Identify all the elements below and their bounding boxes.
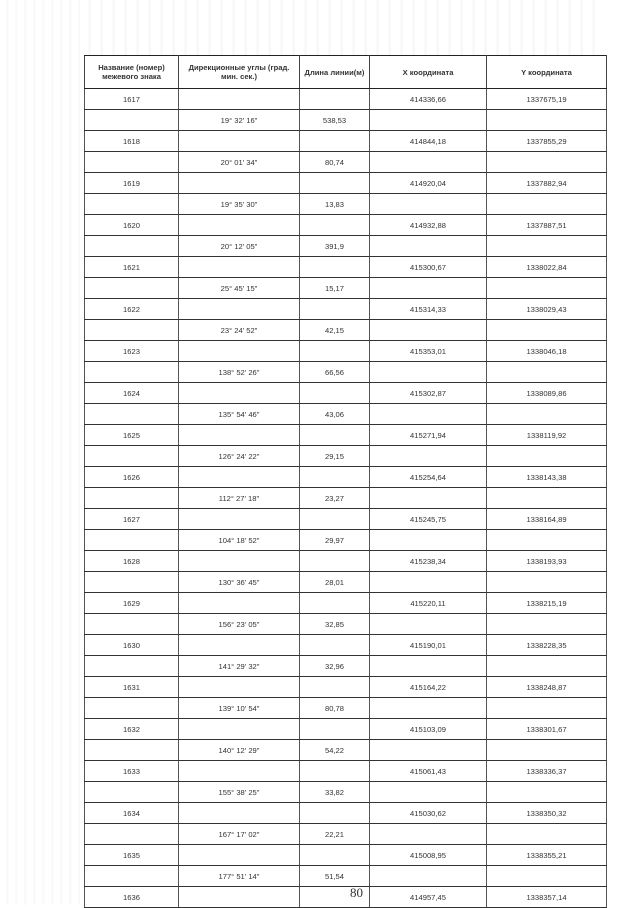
- cell-marker-name: 1632: [85, 719, 179, 740]
- table-row: [85, 194, 607, 215]
- table-row: [85, 845, 607, 866]
- cell-direction-angle: 155° 38' 25": [179, 782, 300, 803]
- table-row: [85, 719, 607, 740]
- cell-x-coordinate: [370, 278, 487, 299]
- cell-direction-angle: 20° 01' 34": [179, 152, 300, 173]
- cell-direction-angle: 141° 29' 32": [179, 656, 300, 677]
- cell-direction-angle: [179, 173, 300, 194]
- cell-marker-name: 1617: [85, 89, 179, 110]
- table-row: [85, 593, 607, 614]
- cell-y-coordinate: 1337882,94: [487, 173, 607, 194]
- cell-y-coordinate: 1338357,14: [487, 887, 607, 908]
- cell-marker-name: 1618: [85, 131, 179, 152]
- cell-marker-name: [85, 572, 179, 593]
- cell-line-length: [300, 383, 370, 404]
- table-row: [85, 803, 607, 824]
- cell-marker-name: 1629: [85, 593, 179, 614]
- cell-marker-name: 1635: [85, 845, 179, 866]
- cell-direction-angle: [179, 845, 300, 866]
- cell-direction-angle: 135° 54' 46": [179, 404, 300, 425]
- cell-y-coordinate: 1338119,92: [487, 425, 607, 446]
- cell-marker-name: 1627: [85, 509, 179, 530]
- cell-marker-name: [85, 866, 179, 887]
- cell-marker-name: 1622: [85, 299, 179, 320]
- cell-line-length: [300, 467, 370, 488]
- table-row: [85, 341, 607, 362]
- cell-x-coordinate: 415314,33: [370, 299, 487, 320]
- cell-x-coordinate: 414957,45: [370, 887, 487, 908]
- cell-line-length: 42,15: [300, 320, 370, 341]
- table-row: [85, 215, 607, 236]
- cell-x-coordinate: 414920,04: [370, 173, 487, 194]
- cell-line-length: [300, 425, 370, 446]
- cell-y-coordinate: [487, 194, 607, 215]
- cell-x-coordinate: 414932,88: [370, 215, 487, 236]
- cell-y-coordinate: [487, 866, 607, 887]
- header-line-length: Длина линии(м): [300, 56, 370, 89]
- table-row: [85, 131, 607, 152]
- cell-x-coordinate: [370, 614, 487, 635]
- table-row: [85, 467, 607, 488]
- cell-marker-name: [85, 320, 179, 341]
- cell-marker-name: 1623: [85, 341, 179, 362]
- cell-x-coordinate: 415254,64: [370, 467, 487, 488]
- cell-y-coordinate: 1338046,18: [487, 341, 607, 362]
- cell-x-coordinate: [370, 656, 487, 677]
- cell-x-coordinate: [370, 446, 487, 467]
- cell-marker-name: [85, 404, 179, 425]
- cell-x-coordinate: [370, 782, 487, 803]
- cell-line-length: 33,82: [300, 782, 370, 803]
- cell-y-coordinate: 1338089,86: [487, 383, 607, 404]
- cell-direction-angle: [179, 215, 300, 236]
- cell-x-coordinate: 415103,09: [370, 719, 487, 740]
- cell-marker-name: [85, 488, 179, 509]
- cell-direction-angle: [179, 341, 300, 362]
- cell-marker-name: [85, 362, 179, 383]
- cell-marker-name: [85, 614, 179, 635]
- cell-y-coordinate: 1338301,67: [487, 719, 607, 740]
- table-row: [85, 740, 607, 761]
- cell-y-coordinate: [487, 362, 607, 383]
- cell-marker-name: [85, 278, 179, 299]
- cell-x-coordinate: 415353,01: [370, 341, 487, 362]
- scan-noise-left: [0, 0, 80, 905]
- cell-y-coordinate: 1338164,89: [487, 509, 607, 530]
- cell-line-length: [300, 593, 370, 614]
- table-row: [85, 383, 607, 404]
- cell-marker-name: [85, 656, 179, 677]
- cell-y-coordinate: [487, 236, 607, 257]
- cell-direction-angle: [179, 719, 300, 740]
- page-number: 80: [350, 885, 363, 900]
- cell-line-length: 538,53: [300, 110, 370, 131]
- cell-y-coordinate: [487, 824, 607, 845]
- cell-direction-angle: 23° 24' 52": [179, 320, 300, 341]
- cell-y-coordinate: 1337675,19: [487, 89, 607, 110]
- cell-direction-angle: 112° 27' 18": [179, 488, 300, 509]
- cell-direction-angle: [179, 803, 300, 824]
- cell-x-coordinate: [370, 530, 487, 551]
- cell-direction-angle: 25° 45' 15": [179, 278, 300, 299]
- cell-line-length: [300, 173, 370, 194]
- header-y-coordinate: Y координата: [487, 56, 607, 89]
- table-row: [85, 278, 607, 299]
- cell-direction-angle: 126° 24' 22": [179, 446, 300, 467]
- cell-x-coordinate: 414336,66: [370, 89, 487, 110]
- cell-y-coordinate: [487, 320, 607, 341]
- cell-marker-name: 1625: [85, 425, 179, 446]
- cell-x-coordinate: [370, 320, 487, 341]
- cell-line-length: [300, 803, 370, 824]
- table-row: [85, 824, 607, 845]
- cell-marker-name: 1633: [85, 761, 179, 782]
- cell-y-coordinate: [487, 110, 607, 131]
- table-row: [85, 404, 607, 425]
- cell-line-length: 29,15: [300, 446, 370, 467]
- table-row: [85, 698, 607, 719]
- table-row: [85, 572, 607, 593]
- cell-y-coordinate: 1338248,87: [487, 677, 607, 698]
- table-header-row: [85, 56, 607, 89]
- cell-line-length: [300, 257, 370, 278]
- table-row: [85, 509, 607, 530]
- cell-marker-name: [85, 110, 179, 131]
- cell-x-coordinate: [370, 488, 487, 509]
- cell-direction-angle: [179, 551, 300, 572]
- cell-y-coordinate: [487, 530, 607, 551]
- cell-marker-name: 1619: [85, 173, 179, 194]
- table-row: [85, 656, 607, 677]
- cell-direction-angle: 130° 36' 45": [179, 572, 300, 593]
- cell-y-coordinate: 1337855,29: [487, 131, 607, 152]
- cell-marker-name: 1630: [85, 635, 179, 656]
- cell-line-length: 15,17: [300, 278, 370, 299]
- cell-y-coordinate: 1338336,37: [487, 761, 607, 782]
- cell-y-coordinate: [487, 488, 607, 509]
- cell-line-length: 28,01: [300, 572, 370, 593]
- table-row: [85, 425, 607, 446]
- cell-direction-angle: [179, 425, 300, 446]
- coordinates-table: [84, 55, 607, 908]
- cell-x-coordinate: [370, 362, 487, 383]
- header-marker-name: Название (номер) межевого знака: [85, 56, 179, 89]
- cell-line-length: 29,97: [300, 530, 370, 551]
- cell-marker-name: 1634: [85, 803, 179, 824]
- cell-marker-name: 1631: [85, 677, 179, 698]
- cell-line-length: [300, 299, 370, 320]
- cell-direction-angle: 19° 32' 16": [179, 110, 300, 131]
- cell-y-coordinate: 1338143,38: [487, 467, 607, 488]
- cell-line-length: [300, 719, 370, 740]
- document-sheet: [84, 55, 606, 908]
- cell-line-length: [300, 131, 370, 152]
- cell-y-coordinate: [487, 278, 607, 299]
- cell-x-coordinate: 414844,18: [370, 131, 487, 152]
- cell-direction-angle: 139° 10' 54": [179, 698, 300, 719]
- table-row: [85, 635, 607, 656]
- cell-x-coordinate: 415030,62: [370, 803, 487, 824]
- cell-line-length: 66,56: [300, 362, 370, 383]
- cell-direction-angle: 19° 35' 30": [179, 194, 300, 215]
- cell-direction-angle: 138° 52' 26": [179, 362, 300, 383]
- table-row: [85, 89, 607, 110]
- table-row: [85, 320, 607, 341]
- cell-line-length: [300, 341, 370, 362]
- table-row: [85, 761, 607, 782]
- table-row: [85, 236, 607, 257]
- cell-y-coordinate: [487, 698, 607, 719]
- cell-x-coordinate: [370, 740, 487, 761]
- cell-y-coordinate: 1338355,21: [487, 845, 607, 866]
- cell-direction-angle: [179, 131, 300, 152]
- cell-x-coordinate: 415220,11: [370, 593, 487, 614]
- cell-direction-angle: [179, 593, 300, 614]
- cell-x-coordinate: [370, 572, 487, 593]
- cell-marker-name: [85, 152, 179, 173]
- cell-direction-angle: [179, 761, 300, 782]
- cell-marker-name: 1626: [85, 467, 179, 488]
- cell-x-coordinate: [370, 194, 487, 215]
- table-row: [85, 551, 607, 572]
- cell-marker-name: [85, 740, 179, 761]
- cell-marker-name: [85, 530, 179, 551]
- cell-direction-angle: [179, 509, 300, 530]
- cell-line-length: 23,27: [300, 488, 370, 509]
- cell-marker-name: [85, 446, 179, 467]
- table-row: [85, 782, 607, 803]
- cell-x-coordinate: [370, 866, 487, 887]
- cell-y-coordinate: 1338228,35: [487, 635, 607, 656]
- table-row: [85, 152, 607, 173]
- cell-line-length: [300, 845, 370, 866]
- cell-marker-name: 1624: [85, 383, 179, 404]
- cell-line-length: [300, 551, 370, 572]
- cell-direction-angle: [179, 89, 300, 110]
- cell-direction-angle: 167° 17' 02": [179, 824, 300, 845]
- cell-x-coordinate: 415238,34: [370, 551, 487, 572]
- cell-line-length: [300, 215, 370, 236]
- cell-direction-angle: [179, 635, 300, 656]
- cell-x-coordinate: 415008,95: [370, 845, 487, 866]
- cell-x-coordinate: 415302,87: [370, 383, 487, 404]
- cell-marker-name: [85, 236, 179, 257]
- cell-line-length: 51,54: [300, 866, 370, 887]
- cell-y-coordinate: [487, 782, 607, 803]
- cell-y-coordinate: 1338193,93: [487, 551, 607, 572]
- cell-y-coordinate: [487, 614, 607, 635]
- cell-line-length: [300, 761, 370, 782]
- cell-x-coordinate: [370, 110, 487, 131]
- cell-y-coordinate: [487, 446, 607, 467]
- cell-direction-angle: [179, 467, 300, 488]
- table-body: [85, 89, 607, 908]
- cell-direction-angle: 20° 12' 05": [179, 236, 300, 257]
- cell-x-coordinate: [370, 236, 487, 257]
- cell-x-coordinate: 415271,94: [370, 425, 487, 446]
- cell-x-coordinate: 415190,01: [370, 635, 487, 656]
- table-row: [85, 173, 607, 194]
- table-row: [85, 677, 607, 698]
- table-row: [85, 362, 607, 383]
- table-row: [85, 866, 607, 887]
- cell-direction-angle: [179, 887, 300, 908]
- cell-line-length: 32,85: [300, 614, 370, 635]
- table-row: [85, 257, 607, 278]
- cell-y-coordinate: [487, 656, 607, 677]
- cell-marker-name: [85, 194, 179, 215]
- cell-direction-angle: 104° 18' 52": [179, 530, 300, 551]
- table-row: [85, 614, 607, 635]
- cell-marker-name: 1620: [85, 215, 179, 236]
- cell-line-length: [300, 509, 370, 530]
- cell-direction-angle: 177° 51' 14": [179, 866, 300, 887]
- cell-line-length: [300, 635, 370, 656]
- cell-line-length: 22,21: [300, 824, 370, 845]
- cell-marker-name: [85, 698, 179, 719]
- table-row: [85, 488, 607, 509]
- cell-direction-angle: [179, 677, 300, 698]
- cell-y-coordinate: 1338215,19: [487, 593, 607, 614]
- cell-x-coordinate: [370, 824, 487, 845]
- cell-y-coordinate: [487, 404, 607, 425]
- cell-y-coordinate: [487, 152, 607, 173]
- cell-direction-angle: [179, 383, 300, 404]
- table-row: [85, 299, 607, 320]
- cell-direction-angle: 140° 12' 29": [179, 740, 300, 761]
- cell-direction-angle: [179, 257, 300, 278]
- header-direction-angle: Дирекционные углы (град. мин. сек.): [179, 56, 300, 89]
- cell-y-coordinate: 1337887,51: [487, 215, 607, 236]
- cell-y-coordinate: 1338029,43: [487, 299, 607, 320]
- cell-marker-name: [85, 824, 179, 845]
- cell-direction-angle: [179, 299, 300, 320]
- table-row: [85, 446, 607, 467]
- cell-y-coordinate: [487, 740, 607, 761]
- cell-x-coordinate: 415164,22: [370, 677, 487, 698]
- cell-line-length: 391,9: [300, 236, 370, 257]
- cell-x-coordinate: 415061,43: [370, 761, 487, 782]
- cell-line-length: 54,22: [300, 740, 370, 761]
- cell-x-coordinate: [370, 404, 487, 425]
- cell-marker-name: 1621: [85, 257, 179, 278]
- cell-line-length: 80,78: [300, 698, 370, 719]
- table-row: [85, 110, 607, 131]
- cell-y-coordinate: 1338350,32: [487, 803, 607, 824]
- cell-x-coordinate: [370, 698, 487, 719]
- header-x-coordinate: X координата: [370, 56, 487, 89]
- cell-marker-name: [85, 782, 179, 803]
- cell-line-length: [300, 89, 370, 110]
- scan-noise-top: [80, 0, 600, 55]
- table-row: [85, 887, 607, 908]
- cell-x-coordinate: 415245,75: [370, 509, 487, 530]
- cell-x-coordinate: 415300,67: [370, 257, 487, 278]
- table-row: [85, 530, 607, 551]
- cell-line-length: 43,06: [300, 404, 370, 425]
- cell-x-coordinate: [370, 152, 487, 173]
- cell-line-length: [300, 677, 370, 698]
- cell-direction-angle: 156° 23' 05": [179, 614, 300, 635]
- cell-line-length: 32,96: [300, 656, 370, 677]
- cell-y-coordinate: [487, 572, 607, 593]
- cell-line-length: 80,74: [300, 152, 370, 173]
- cell-marker-name: 1628: [85, 551, 179, 572]
- cell-marker-name: 1636: [85, 887, 179, 908]
- cell-y-coordinate: 1338022,84: [487, 257, 607, 278]
- cell-line-length: 13,83: [300, 194, 370, 215]
